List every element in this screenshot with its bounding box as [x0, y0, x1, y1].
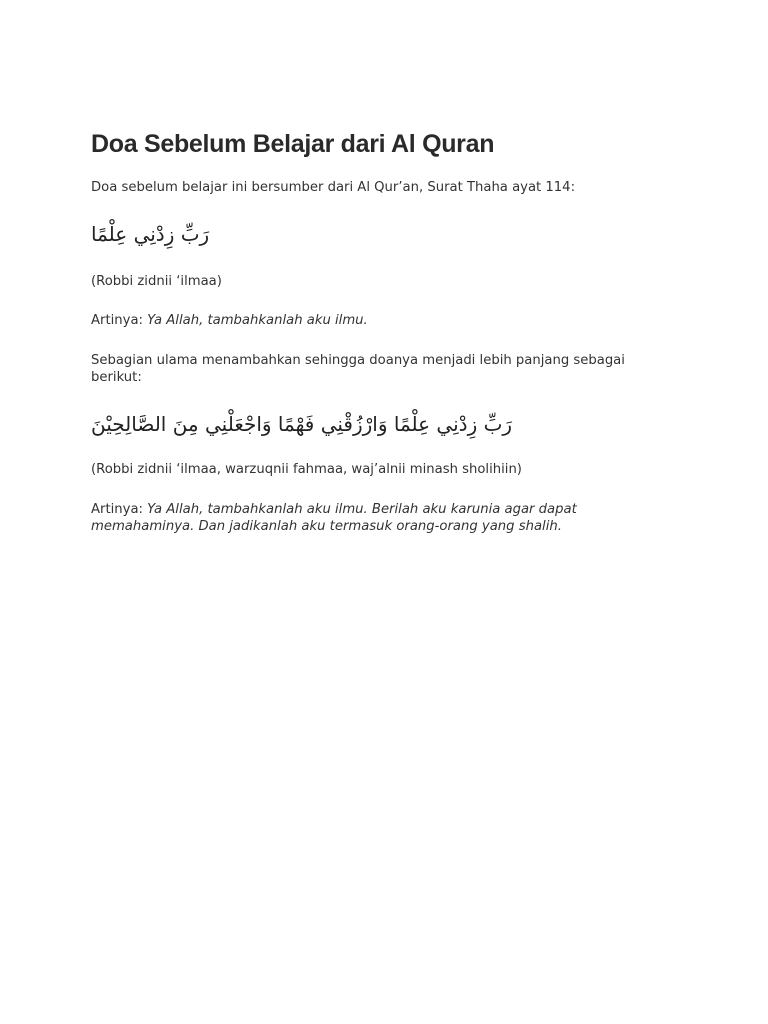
- translation-text: Ya Allah, tambahkanlah aku ilmu. Berilah aku karunia agar dapat memahaminya. Dan jadikanlah aku termasuk orang-orang yang shalih.: [91, 502, 577, 534]
- document-page: [91, 128, 681, 534]
- page-title: Doa Sebelum Belajar dari Al Quran: [91, 130, 495, 158]
- extension-paragraph: Sebagian ulama menambahkan sehingga doanya menjadi lebih panjang sebagai berikut:: [91, 353, 625, 385]
- arabic-prayer-short: [91, 220, 681, 248]
- translation-label: Artinya:: [91, 502, 148, 517]
- arabic-text: رَبِّ زِدْنِي عِلْمًا وَارْزُقْنِي فَهْمًا وَاجْعَلْنِي مِنَ الصَّالِحِيْنَ: [91, 412, 513, 436]
- translation-long: [91, 501, 611, 535]
- arabic-text: رَبِّ زِدْنِي عِلْمًا: [91, 222, 210, 246]
- transliteration-long: (Robbi zidnii ‘ilmaa, warzuqnii fahmaa, waj’alnii minash sholihiin): [91, 462, 522, 477]
- arabic-prayer-long: [91, 410, 681, 438]
- translation-short: [91, 312, 368, 329]
- translation-label: Artinya:: [91, 313, 148, 328]
- intro-paragraph: Doa sebelum belajar ini bersumber dari Al Qur’an, Surat Thaha ayat 114:: [91, 180, 576, 195]
- transliteration-short: (Robbi zidnii ‘ilmaa): [91, 274, 222, 289]
- translation-text: Ya Allah, tambahkanlah aku ilmu.: [147, 313, 368, 328]
